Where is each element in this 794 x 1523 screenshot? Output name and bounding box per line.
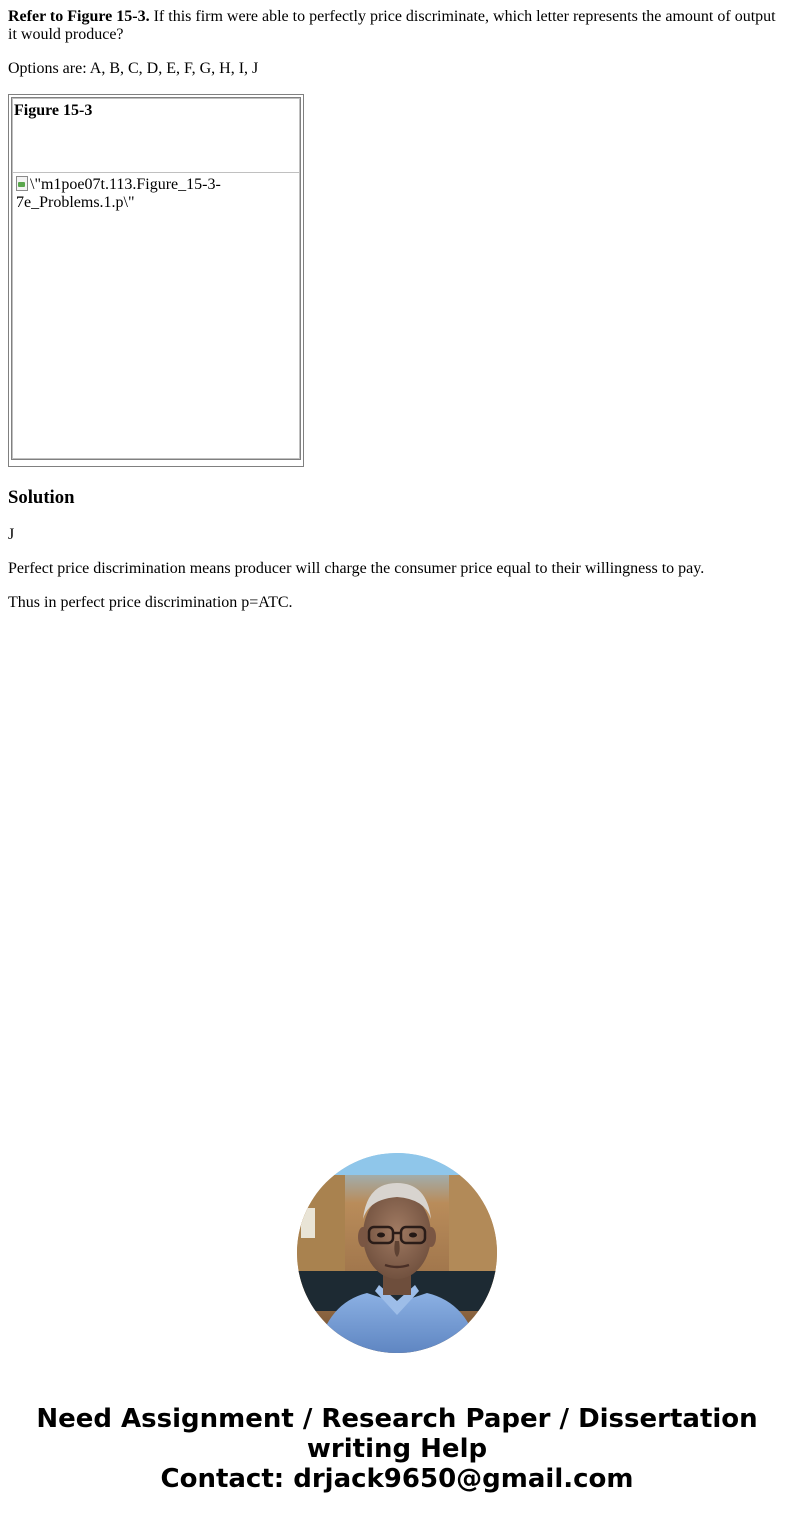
options-list: Options are: A, B, C, D, E, F, G, H, I, J bbox=[8, 60, 259, 77]
figure-table bbox=[8, 94, 304, 467]
question-text bbox=[8, 8, 786, 44]
explanation-paragraph-2: Thus in perfect price discrimination p=ATC. bbox=[8, 594, 293, 611]
broken-image bbox=[16, 176, 246, 212]
figure-reference: Refer to Figure 15-3. bbox=[8, 8, 150, 25]
author-portrait bbox=[297, 1153, 497, 1353]
contact-footer bbox=[0, 1404, 794, 1494]
author-avatar bbox=[297, 1153, 497, 1353]
solution-heading: Solution bbox=[8, 487, 75, 508]
footer-contact-email: Contact: drjack9650@gmail.com bbox=[160, 1464, 634, 1494]
figure-table-gap bbox=[11, 461, 301, 464]
broken-image-alt: \"m1poe07t.113.Figure_15-3-7e_Problems.1.p\" bbox=[16, 176, 221, 211]
question-body: If this firm were able to perfectly price discriminate, which letter represents the amount of output it would produce? bbox=[8, 8, 776, 43]
figure-cell-border bbox=[12, 98, 300, 459]
answer-text: J bbox=[8, 526, 15, 543]
figure-row-divider bbox=[12, 172, 300, 173]
figure-title: Figure 15-3 bbox=[14, 102, 93, 119]
broken-image-icon bbox=[16, 176, 30, 192]
explanation-paragraph-1: Perfect price discrimination means producer will charge the consumer price equal to their willingness to pay. bbox=[8, 560, 705, 577]
footer-line-1: Need Assignment / Research Paper / Dissertation bbox=[36, 1404, 758, 1434]
footer-line-2: writing Help bbox=[306, 1434, 488, 1464]
figure-inner-table bbox=[11, 97, 301, 460]
